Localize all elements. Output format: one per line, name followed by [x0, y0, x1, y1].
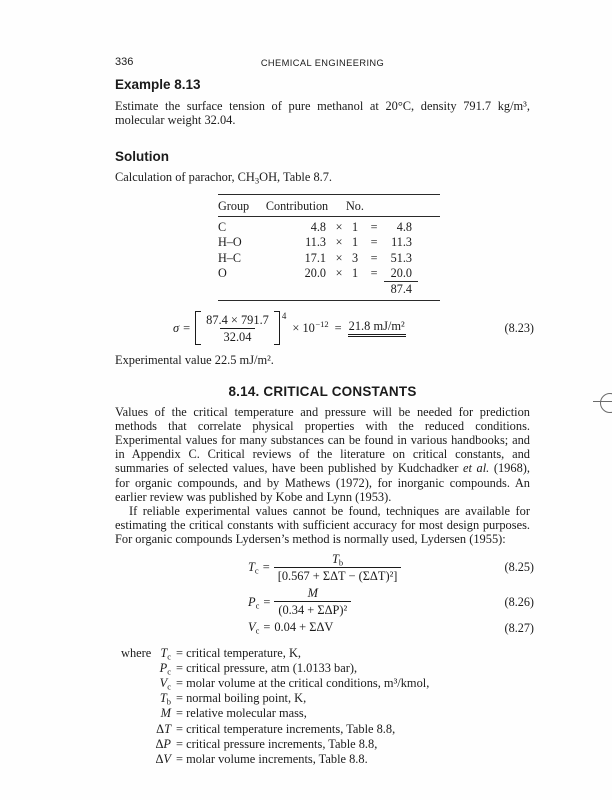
section-heading: 8.14. CRITICAL CONSTANTS	[228, 383, 417, 399]
var-subscript: c	[255, 625, 260, 636]
registration-circle-icon	[600, 393, 612, 413]
table-cell-group: C	[218, 219, 227, 234]
definition-symbol	[115, 676, 171, 691]
symbol-prefix: Δ	[155, 736, 164, 751]
times-sign: ×	[335, 235, 343, 250]
definition-symbol	[115, 691, 171, 706]
fraction-numerator	[328, 552, 347, 567]
table-cell-contribution: 17.1	[304, 250, 326, 265]
table-cell-contribution: 4.8	[310, 219, 326, 234]
equals-sign: =	[334, 321, 342, 336]
definition-text: = critical temperature increments, Table 8.8,	[176, 721, 396, 736]
left-bracket	[195, 311, 201, 345]
multiplier-base: × 10	[292, 321, 315, 336]
table-cell-contribution: 11.3	[305, 235, 326, 250]
definition-text: = molar volume increments, Table 8.8.	[176, 752, 368, 767]
example-heading: Example 8.13	[115, 77, 201, 92]
var-subscript: c	[167, 666, 171, 677]
solution-intro-text: OH, Table 8.7.	[259, 170, 333, 185]
solution-intro-text: Calculation of parachor, CH	[115, 170, 255, 185]
col-header-group: Group	[218, 198, 250, 213]
variable-Vc	[248, 620, 259, 634]
bracket-exponent: 4	[281, 311, 287, 322]
symbol-prefix: Δ	[156, 721, 165, 736]
var-symbol: V	[159, 676, 168, 691]
section-paragraph-1	[115, 405, 530, 504]
equation-rhs: 0.04 + ΣΔV	[274, 620, 334, 635]
multiplier	[292, 321, 328, 335]
definition-row	[115, 676, 530, 691]
definition-row	[115, 661, 530, 676]
table-cell-group: O	[218, 265, 227, 280]
variable-Pc	[248, 595, 259, 609]
equation-number: (8.26)	[504, 594, 534, 609]
definition-text: = critical temperature, K,	[176, 645, 301, 660]
table-cell-no: 1	[351, 265, 359, 280]
var-subscript: b	[166, 696, 171, 707]
table-cell-result: 11.3	[391, 235, 412, 250]
formula-subscript: 3	[254, 175, 260, 186]
col-header-contribution: Contribution	[265, 198, 329, 213]
definition-row	[115, 752, 530, 767]
table-header-rule	[218, 216, 440, 217]
equation-number: (8.25)	[504, 560, 534, 575]
equals-sign: =	[370, 235, 378, 250]
var-symbol: T	[160, 645, 168, 660]
table-cell-group: H–C	[218, 250, 242, 265]
table-cell-group: H–O	[218, 235, 242, 250]
equals-sign: =	[262, 560, 270, 575]
table-cell-no: 1	[351, 219, 359, 234]
var-symbol: P	[163, 736, 171, 751]
fraction-numerator: 87.4 × 791.7	[206, 312, 269, 327]
definition-row	[115, 737, 530, 752]
equation-number: (8.27)	[504, 620, 534, 635]
variable-Tc	[248, 560, 259, 574]
fraction-denominator: 32.04	[220, 328, 256, 344]
definition-row	[115, 691, 530, 706]
definition-symbol	[115, 706, 171, 721]
symbol-prefix: Δ	[155, 752, 164, 767]
page-header	[115, 55, 530, 68]
fraction-numerator	[304, 586, 322, 601]
fraction	[274, 552, 402, 583]
et-al-citation: et al.	[462, 461, 490, 476]
experimental-note: Experimental value 22.5 mJ/m².	[115, 353, 274, 368]
var-subscript: c	[254, 565, 259, 576]
definition-symbol	[115, 722, 171, 737]
var-subscript: c	[167, 651, 171, 662]
fraction-denominator: (0.34 + ΣΔP)²	[274, 601, 351, 617]
solution-intro	[115, 170, 530, 184]
table-total: 87.4	[384, 281, 418, 297]
definition-text: = critical pressure, atm (1.0133 bar),	[176, 660, 358, 675]
equals-sign: =	[183, 321, 191, 336]
var-symbol: T	[159, 691, 167, 706]
multiplier-exponent: −12	[315, 319, 329, 330]
definition-text: = relative molecular mass,	[176, 706, 307, 721]
var-symbol: M	[160, 706, 171, 721]
col-header-no: No.	[346, 198, 364, 213]
page-content	[115, 55, 534, 767]
times-sign: ×	[335, 219, 343, 234]
equals-sign: =	[370, 265, 378, 280]
var-subscript: c	[255, 600, 260, 611]
fraction	[202, 313, 273, 344]
fraction-denominator: [0.567 + ΣΔT − (ΣΔT)²]	[274, 567, 402, 583]
definition-row	[115, 646, 530, 661]
var-symbol: V	[248, 620, 256, 635]
definition-symbol	[115, 737, 171, 752]
paragraph-text: (1968), for organic compounds, and by Mathews (1972), for inorganic compounds. An earlier review was published by Kobe and Lynn (1953).	[115, 461, 530, 504]
definition-text: = normal boiling point, K,	[176, 691, 307, 706]
table-cell-result: 51.3	[390, 250, 412, 265]
times-sign: ×	[335, 265, 343, 280]
running-head: CHEMICAL ENGINEERING	[260, 58, 385, 68]
var-symbol: M	[307, 586, 318, 601]
equals-sign: =	[370, 250, 378, 265]
equation-8-23	[115, 311, 534, 345]
equation-8-26	[115, 586, 534, 618]
definition-row	[115, 706, 530, 721]
table-cell-contribution: 20.0	[304, 265, 326, 280]
equation-result: 21.8 mJ/m²	[348, 319, 406, 337]
paragraph-text: Values of the critical temperature and pressure will be needed for prediction methods that correlate physical properties with the reduced conditions. Experimental values for many substances can be found in various handbooks; and in Appendix C. Critical reviews of the literature on critical constants, and summaries of selected values, have been published by Kudchadker	[115, 404, 530, 476]
var-symbol: V	[163, 752, 171, 767]
equation-number: (8.23)	[504, 321, 534, 336]
equation-8-25	[115, 551, 534, 583]
equals-sign: =	[370, 219, 378, 234]
solution-heading: Solution	[115, 149, 169, 165]
var-symbol: T	[248, 560, 255, 575]
sigma-symbol: σ	[173, 321, 180, 336]
definition-symbol	[115, 661, 171, 676]
table-cell-result: 4.8	[396, 219, 412, 234]
definition-symbol	[115, 752, 171, 767]
var-subscript: b	[338, 557, 344, 568]
parachor-table	[218, 194, 440, 302]
var-symbol: P	[248, 594, 256, 609]
fraction	[274, 586, 351, 617]
equals-sign: =	[263, 594, 271, 609]
definition-text: = critical pressure increments, Table 8.8,	[176, 736, 378, 751]
definition-row	[115, 722, 530, 737]
definition-text: = molar volume at the critical conditions, m³/kmol,	[176, 676, 430, 691]
example-body: Estimate the surface tension of pure methanol at 20°C, density 791.7 kg/m³, molecular weight 32.04.	[115, 99, 530, 128]
where-definition-list	[115, 646, 530, 768]
times-sign: ×	[335, 250, 343, 265]
where-label: where	[121, 645, 152, 660]
right-bracket	[274, 311, 280, 345]
page-number: 336	[115, 56, 134, 68]
var-subscript: c	[167, 681, 171, 692]
table-cell-no: 3	[351, 250, 359, 265]
section-paragraph-2: If reliable experimental values cannot be found, techniques are available for estimating the critical constants with sufficient accuracy for most design purposes. For organic compounds Lydersen’s method is normally used, Lydersen (1955):	[115, 504, 530, 547]
equals-sign: =	[263, 620, 271, 635]
table-cell-no: 1	[351, 235, 359, 250]
equation-8-27	[115, 620, 534, 636]
table-cell-result: 20.0	[390, 265, 412, 280]
var-symbol: T	[164, 721, 171, 736]
var-symbol: P	[159, 660, 168, 675]
var-symbol: T	[331, 551, 339, 566]
